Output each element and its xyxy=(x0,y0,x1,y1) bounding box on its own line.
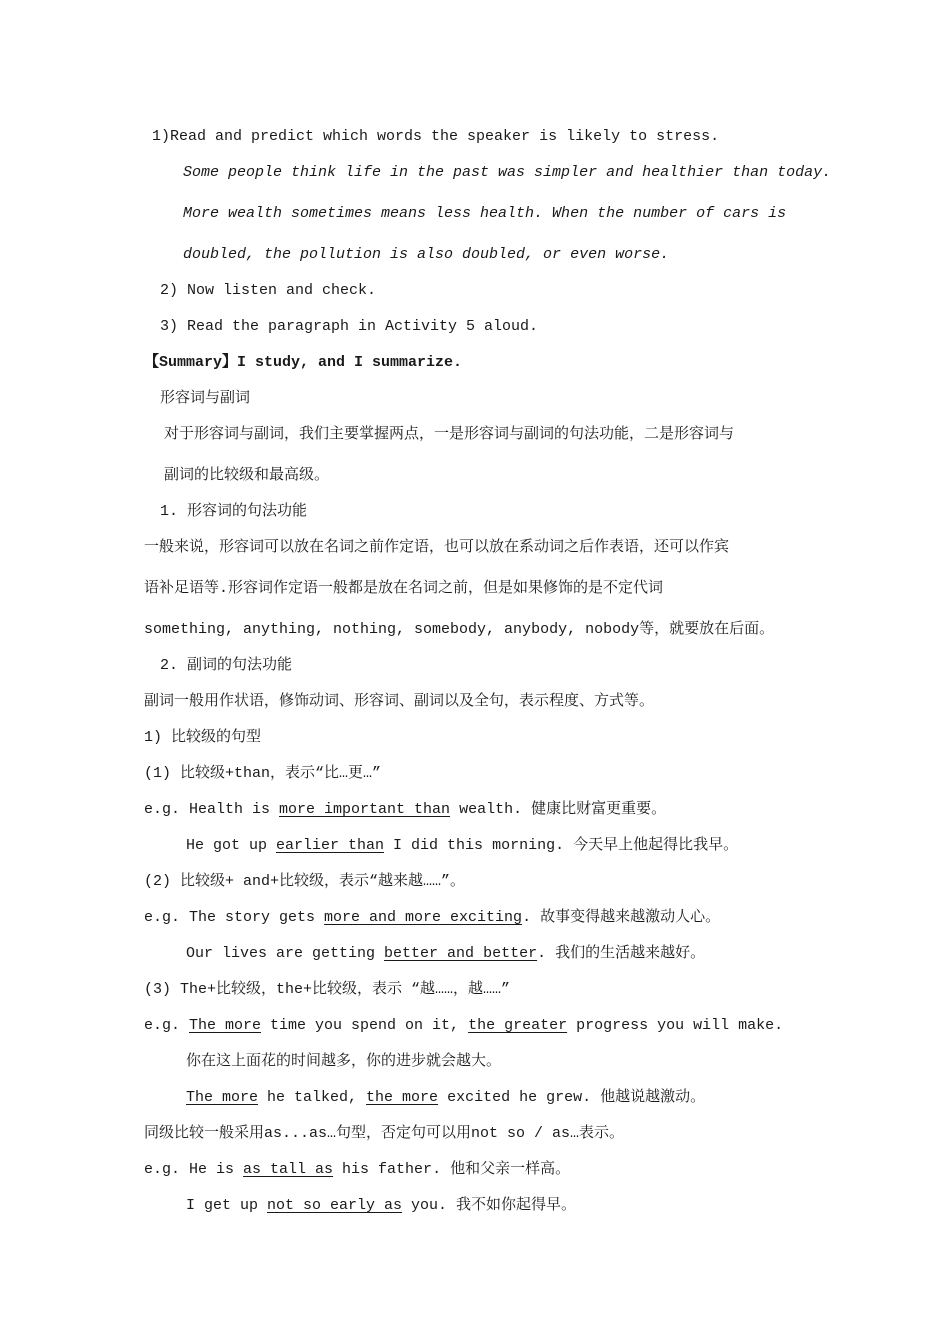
example-text: he talked, xyxy=(258,1089,367,1106)
example-5 xyxy=(144,1016,783,1036)
example-text: I get up xyxy=(186,1197,268,1214)
passage-line-3: doubled, the pollution is also doubled, or even worse. xyxy=(183,246,670,263)
example-1 xyxy=(144,800,666,820)
step-2-instruction: 2) Now listen and check. xyxy=(160,282,377,299)
example-text: you. 我不如你起得早。 xyxy=(402,1197,577,1214)
summary-topic: 形容词与副词 xyxy=(160,390,251,407)
example-underlined: earlier than xyxy=(276,837,385,854)
example-2 xyxy=(186,836,738,856)
example-underlined: better and better xyxy=(384,945,538,962)
example-underlined: as tall as xyxy=(243,1161,334,1178)
pattern-2: (2) 比较级+ and+比较级，表示“越来越……”。 xyxy=(144,873,466,890)
intro-line-1: 对于形容词与副词，我们主要掌握两点，一是形容词与副词的句法功能，二是形容词与 xyxy=(164,426,735,443)
example-8 xyxy=(186,1196,576,1216)
passage-line-2: More wealth sometimes means less health. When the number of cars is xyxy=(183,205,787,222)
section-2-title: 2. 副词的句法功能 xyxy=(160,657,293,674)
equal-comparison-rule: 同级比较一般采用as...as…句型，否定句可以用not so / as…表示。 xyxy=(144,1125,625,1142)
summary-heading-text: I study, and I summarize. xyxy=(237,354,463,371)
example-text: Our lives are getting xyxy=(186,945,385,962)
example-3 xyxy=(144,908,720,928)
step-1-instruction: 1)Read and predict which words the speaker is likely to stress. xyxy=(152,128,720,145)
passage-line-1: Some people think life in the past was simpler and healthier than today. xyxy=(183,164,832,181)
example-6 xyxy=(186,1088,705,1108)
example-text: wealth. 健康比财富更重要。 xyxy=(450,801,667,818)
example-text: I did this morning. 今天早上他起得比我早。 xyxy=(384,837,739,854)
example-text: his father. 他和父亲一样高。 xyxy=(333,1161,571,1178)
pattern-1: (1) 比较级+than，表示“比…更…” xyxy=(144,765,382,782)
pattern-3: (3) The+比较级，the+比较级，表示 “越……，越……” xyxy=(144,981,511,998)
section-1-line-2: 语补足语等.形容词作定语一般都是放在名词之前，但是如果修饰的是不定代词 xyxy=(144,580,664,597)
section-1-line-3: something, anything, nothing, somebody, anybody, nobody等，就要放在后面。 xyxy=(144,621,775,638)
example-underlined: The more xyxy=(189,1017,262,1034)
example-underlined: more and more exciting xyxy=(324,909,523,926)
example-text: . 我们的生活越来越好。 xyxy=(537,945,706,962)
section-1-line-1: 一般来说，形容词可以放在名词之前作定语，也可以放在系动词之后作表语，还可以作宾 xyxy=(144,539,730,556)
intro-line-2: 副词的比较级和最高级。 xyxy=(164,467,330,484)
step-3-instruction: 3) Read the paragraph in Activity 5 aloud. xyxy=(160,318,539,335)
example-text: e.g. The story gets xyxy=(144,909,325,926)
example-underlined: more important than xyxy=(279,801,451,818)
example-text: excited he grew. 他越说越激动。 xyxy=(438,1089,706,1106)
comparative-title: 1) 比较级的句型 xyxy=(144,729,262,746)
example-text: . 故事变得越来越激动人心。 xyxy=(522,909,721,926)
example-text: He got up xyxy=(186,837,277,854)
section-1-title: 1. 形容词的句法功能 xyxy=(160,503,308,520)
summary-heading-bracket: 【Summary】 xyxy=(144,354,238,371)
example-5-translation: 你在这上面花的时间越多，你的进步就会越大。 xyxy=(186,1053,502,1070)
section-2-line-1: 副词一般用作状语，修饰动词、形容词、副词以及全句，表示程度、方式等。 xyxy=(144,693,655,710)
example-text: e.g. He is xyxy=(144,1161,244,1178)
example-text: time you spend on it, xyxy=(261,1017,469,1034)
example-underlined: The more xyxy=(186,1089,259,1106)
summary-heading xyxy=(144,353,462,373)
example-text: progress you will make. xyxy=(567,1017,784,1034)
example-text: e.g. xyxy=(144,1017,190,1034)
example-text: e.g. Health is xyxy=(144,801,280,818)
example-7 xyxy=(144,1160,570,1180)
example-underlined: the greater xyxy=(468,1017,568,1034)
example-underlined: not so early as xyxy=(267,1197,403,1214)
example-4 xyxy=(186,944,705,964)
example-underlined: the more xyxy=(366,1089,439,1106)
